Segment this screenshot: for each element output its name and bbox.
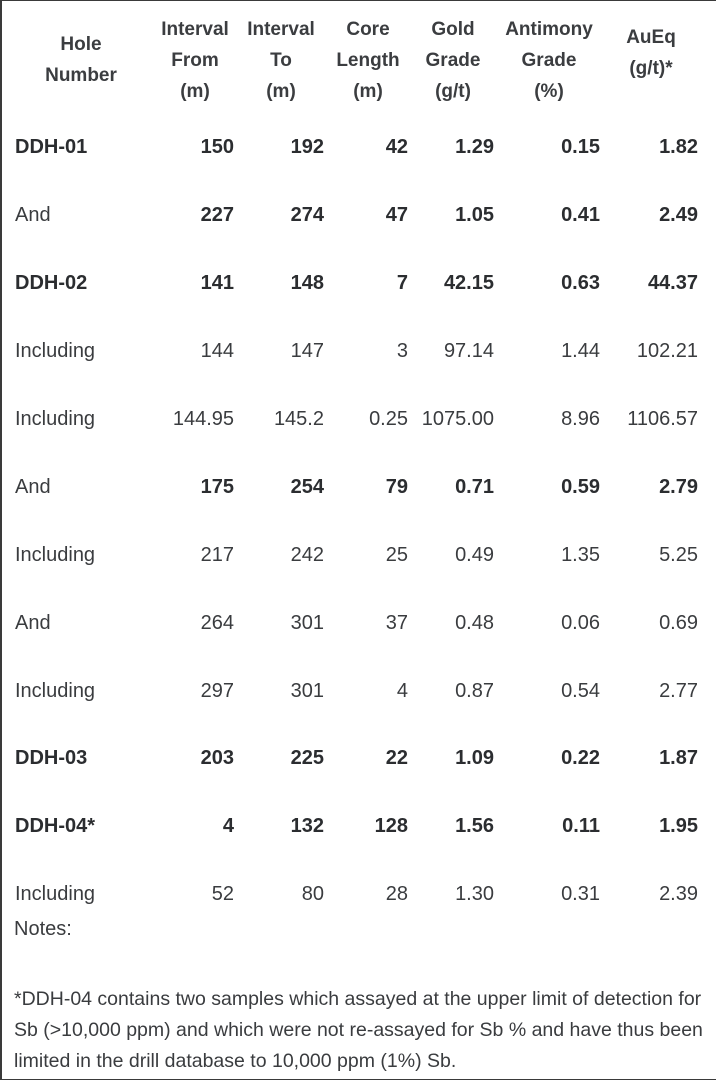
table-row — [8, 250, 708, 318]
table-cell: 203 — [200, 747, 234, 770]
table-cell: 217 — [200, 543, 234, 566]
table-cell: 2.77 — [659, 679, 698, 702]
header-aueq — [602, 6, 700, 84]
header-hole-number — [8, 29, 154, 91]
header-line: Interval — [161, 18, 229, 40]
header-antimony-grade — [496, 14, 602, 107]
table-cell: 254 — [290, 475, 324, 498]
table-cell: 42 — [385, 136, 408, 159]
table-cell: 301 — [290, 611, 324, 634]
table-cell: 47 — [385, 204, 408, 227]
table-cell: 1.05 — [455, 204, 494, 227]
header-line: (%) — [534, 80, 564, 102]
header-line: Gold — [431, 18, 475, 40]
header-line: Grade — [425, 49, 481, 71]
table-cell: 1.56 — [455, 815, 494, 838]
row-label: DDH-03 — [15, 747, 88, 770]
table-row — [8, 521, 708, 589]
table-cell: 225 — [290, 747, 324, 770]
table-cell: 264 — [200, 611, 234, 634]
table-cell: 1.35 — [561, 543, 600, 566]
table-cell: 2.49 — [659, 204, 698, 227]
header-line: To — [270, 49, 292, 71]
table-cell: 0.87 — [455, 679, 494, 702]
header-interval-to — [236, 14, 326, 107]
table-cell: 0.54 — [561, 679, 600, 702]
footnote-text: *DDH-04 contains two samples which assayed at the upper limit of detection for Sb (>10,000 ppm) and which were not re-assayed for Sb % and have thus been limited in the drill database to 10,000 ppm (1%) Sb. — [14, 988, 703, 1072]
drill-results-table — [8, 6, 708, 929]
table-cell: 102.21 — [636, 340, 698, 363]
table-row — [8, 386, 708, 454]
header-line: Interval — [247, 18, 315, 40]
row-label: And — [15, 475, 51, 498]
table-cell: 148 — [290, 272, 324, 295]
table-cell: 141 — [200, 272, 234, 295]
table-row — [8, 114, 708, 182]
table-cell: 2.79 — [659, 475, 698, 498]
table-cell: 1.30 — [455, 883, 494, 906]
header-line: (m) — [180, 80, 210, 102]
table-cell: 301 — [290, 679, 324, 702]
table-header-row — [8, 6, 708, 114]
header-line: Hole — [60, 34, 102, 55]
table-cell: 8.96 — [561, 408, 600, 430]
header-line: From — [171, 49, 219, 71]
table-cell: 144 — [200, 340, 234, 363]
row-label: DDH-04* — [15, 815, 96, 838]
table-cell: 1106.57 — [627, 408, 698, 430]
table-cell: 52 — [211, 883, 234, 906]
header-core-length — [326, 14, 410, 107]
table-cell: 0.49 — [455, 543, 494, 566]
table-cell: 274 — [290, 204, 324, 227]
table-cell: 0.25 — [369, 408, 408, 430]
table-cell: 0.48 — [455, 611, 494, 634]
header-line: (g/t) — [435, 80, 471, 102]
header-gold-grade — [410, 14, 496, 107]
table-cell: 97.14 — [443, 340, 494, 363]
table-cell: 1.09 — [455, 747, 494, 770]
table-cell: 4 — [396, 679, 408, 702]
header-line: Length — [336, 49, 400, 71]
header-line: Number — [45, 65, 117, 86]
table-cell: 144.95 — [172, 408, 234, 430]
table-cell: 3 — [396, 340, 408, 363]
header-line: (g/t)* — [629, 58, 673, 79]
table-cell: 1.87 — [659, 747, 698, 770]
table-cell: 145.2 — [273, 408, 324, 430]
table-cell: 192 — [290, 136, 324, 159]
row-label: And — [15, 611, 51, 634]
table-cell: 0.41 — [561, 204, 600, 227]
table-cell: 37 — [385, 611, 408, 634]
table-row — [8, 725, 708, 793]
table-cell: 1.29 — [455, 136, 494, 159]
header-line: Antimony — [505, 18, 593, 40]
table-cell: 0.06 — [561, 611, 600, 634]
table-cell: 1.82 — [659, 136, 698, 159]
table-cell: 1.44 — [561, 340, 600, 363]
table-body — [8, 114, 708, 929]
table-cell: 42.15 — [443, 272, 494, 295]
row-label: Including — [15, 340, 96, 363]
notes-label: Notes: — [14, 918, 72, 940]
table-cell: 7 — [396, 272, 408, 295]
table-row — [8, 453, 708, 521]
row-label: Including — [15, 408, 96, 430]
table-cell: 0.11 — [562, 815, 600, 838]
table-row — [8, 861, 708, 929]
table-row — [8, 657, 708, 725]
row-label: Including — [15, 883, 96, 906]
header-line: (m) — [266, 80, 296, 102]
table-row — [8, 182, 708, 250]
table-cell: 22 — [385, 747, 408, 770]
row-label: And — [15, 204, 51, 227]
table-cell: 128 — [374, 815, 408, 838]
table-cell: 79 — [385, 475, 408, 498]
table-cell: 80 — [301, 883, 324, 906]
table-cell: 297 — [200, 679, 234, 702]
row-label: DDH-01 — [15, 136, 88, 159]
table-cell: 28 — [385, 883, 408, 906]
table-cell: 242 — [290, 543, 324, 566]
table-cell: 4 — [222, 815, 234, 838]
table-row — [8, 589, 708, 657]
row-label: Including — [15, 679, 96, 702]
table-cell: 0.63 — [561, 272, 600, 295]
table-cell: 150 — [200, 136, 234, 159]
row-label: DDH-02 — [15, 272, 88, 295]
table-cell: 5.25 — [659, 543, 698, 566]
header-line: Grade — [521, 49, 577, 71]
header-line: Core — [346, 18, 390, 40]
table-cell: 227 — [200, 204, 234, 227]
table-cell: 0.31 — [561, 883, 600, 906]
table-row — [8, 793, 708, 861]
table-cell: 0.22 — [561, 747, 600, 770]
header-interval-from — [154, 14, 236, 107]
table-cell: 147 — [290, 340, 324, 363]
table-cell: 0.59 — [561, 475, 600, 498]
header-line: AuEq — [626, 27, 676, 48]
table-cell: 44.37 — [647, 272, 698, 295]
table-cell: 25 — [385, 543, 408, 566]
table-cell: 0.15 — [561, 136, 600, 159]
table-cell: 2.39 — [659, 883, 698, 906]
table-cell: 0.71 — [455, 475, 494, 498]
table-cell: 1075.00 — [421, 408, 494, 430]
table-row — [8, 318, 708, 386]
table-cell: 132 — [290, 815, 324, 838]
table-cell: 0.69 — [659, 611, 698, 634]
table-cell: 1.95 — [659, 815, 698, 838]
table-cell: 175 — [200, 475, 234, 498]
header-line: (m) — [353, 80, 383, 102]
row-label: Including — [15, 543, 96, 566]
